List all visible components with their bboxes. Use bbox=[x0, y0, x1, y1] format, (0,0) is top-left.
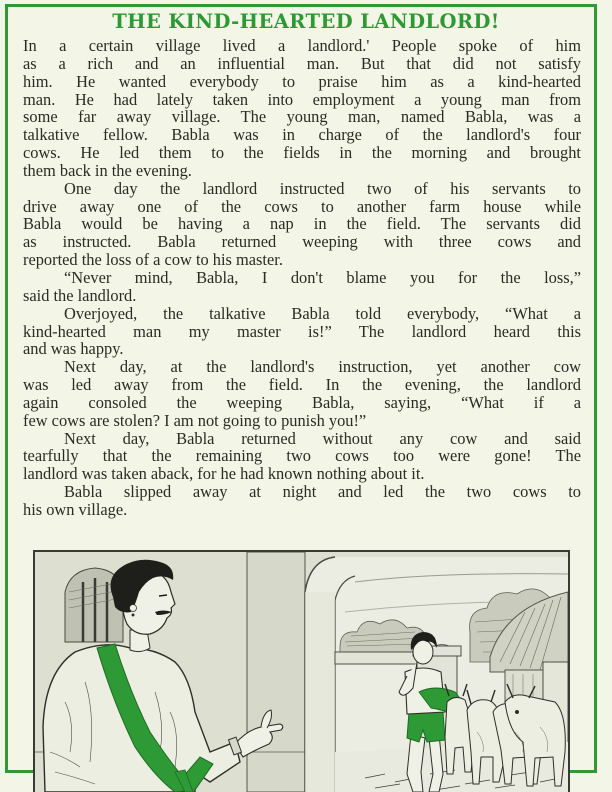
story-line: few cows are stolen? I am not going to punish you!” bbox=[23, 410, 367, 430]
story-paragraph bbox=[23, 269, 581, 305]
story-line: One day the landlord instructed two of his servants to bbox=[64, 178, 581, 198]
story-line: as a rich and an influential man. But that did not satisfy bbox=[23, 53, 581, 73]
story-paragraph bbox=[23, 358, 581, 429]
story-paragraph bbox=[23, 305, 581, 359]
story-line: Next day, Babla returned without any cow and said bbox=[64, 428, 581, 448]
wall-panel bbox=[247, 552, 305, 792]
story-line: “Never mind, Babla, I don't blame you for the loss,” bbox=[64, 267, 581, 287]
story-title: THE KIND-HEARTED LANDLORD! bbox=[112, 10, 500, 33]
story-line: some far away village. The young man, named Babla, was a bbox=[23, 107, 581, 127]
story-line: cows. He led them to the fields in the morning and brought bbox=[23, 143, 581, 163]
story-line: was led away from the field. In the evening, the landlord bbox=[23, 375, 581, 395]
story-line: Overjoyed, the talkative Babla told everybody, “What a bbox=[64, 303, 581, 323]
story-line: landlord was taken aback, for he had known nothing about it. bbox=[23, 464, 425, 484]
story-line: and was happy. bbox=[23, 339, 124, 359]
story-paragraph bbox=[23, 37, 581, 180]
green-shorts bbox=[407, 712, 445, 742]
story-line: Babla slipped away at night and led the two cows to bbox=[64, 482, 581, 502]
story-line: as instructed. Babla returned weeping with three cows and bbox=[23, 232, 581, 252]
story-line: man. He had lately taken into employment a young man from bbox=[23, 89, 581, 109]
story-line: again consoled the weeping Babla, saying, “What if a bbox=[23, 392, 581, 412]
story-line: Next day, at the landlord's instruction, yet another cow bbox=[64, 357, 581, 377]
story-paragraph bbox=[23, 430, 581, 484]
story-line: kind-hearted man my master is!” The landlord heard this bbox=[23, 321, 581, 341]
story-line: tearfully that the remaining two cows too were gone! The bbox=[23, 446, 581, 466]
story-line: Babla would be having a nap in the field. The servants did bbox=[23, 214, 581, 234]
story-line: him. He wanted everybody to praise him as a kind-hearted bbox=[23, 71, 581, 91]
story-line: talkative fellow. Babla was in charge of the landlord's four bbox=[23, 125, 581, 145]
story-paragraph bbox=[23, 483, 581, 519]
story-line: reported the loss of a cow to his master. bbox=[23, 250, 283, 270]
story-paragraph bbox=[23, 180, 581, 269]
story-body bbox=[23, 37, 581, 519]
story-line: them back in the evening. bbox=[23, 160, 192, 180]
story-line: In a certain village lived a landlord.' People spoke of him bbox=[23, 36, 581, 55]
story-line: said the landlord. bbox=[23, 285, 137, 305]
story-line: his own village. bbox=[23, 499, 128, 519]
story-line: drive away one of the cows to another farm house while bbox=[23, 196, 581, 216]
story-illustration bbox=[33, 550, 570, 792]
